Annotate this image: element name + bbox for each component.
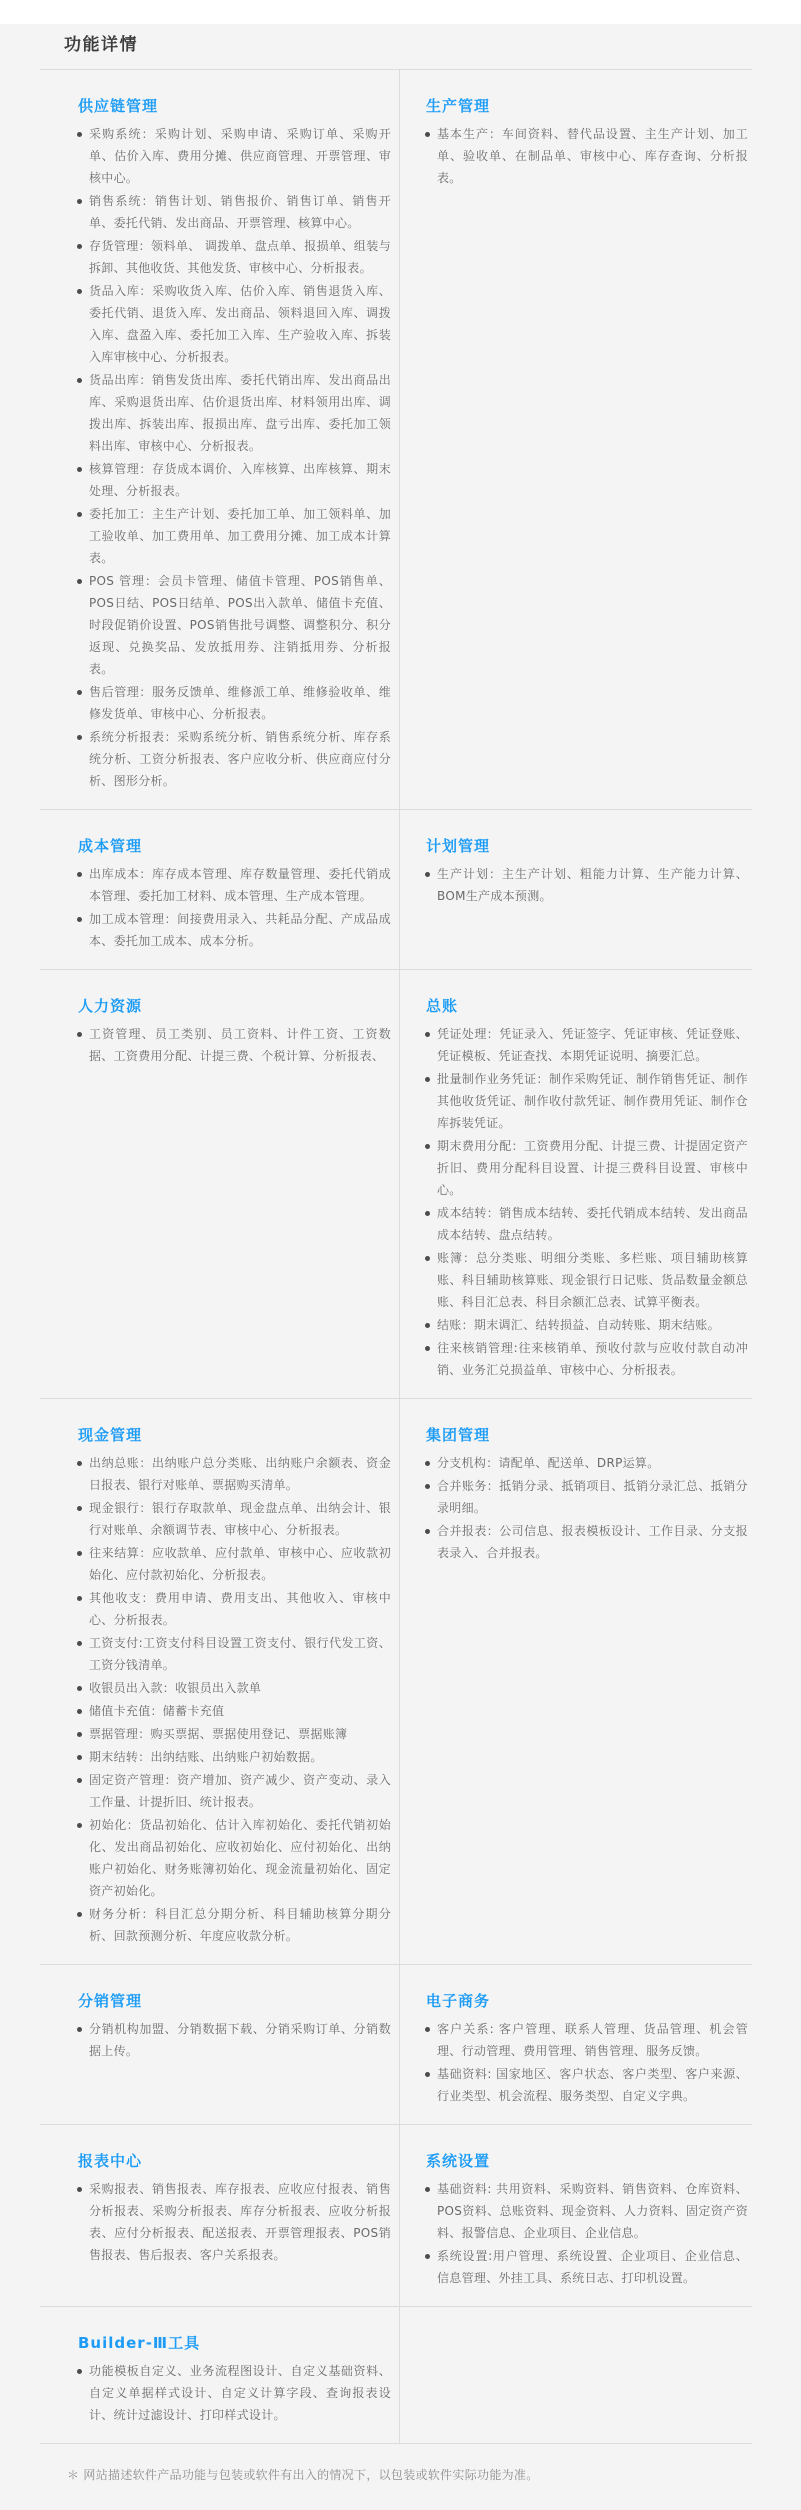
feature-item-text: 储值卡充值：储蓄卡充值 — [89, 1704, 225, 1718]
feature-row — [40, 809, 752, 969]
feature-item-text: 系统设置:用户管理、系统设置、企业项目、企业信息、信息管理、外挂工具、系统日志、打印机设置。 — [437, 2249, 748, 2285]
section-title: Builder-Ⅲ工具 — [78, 2334, 201, 2352]
bullet-icon — [425, 1529, 430, 1534]
feature-item — [76, 369, 391, 457]
feature-item — [424, 1520, 748, 1564]
feature-row — [40, 1398, 752, 1964]
bullet-icon — [425, 1346, 430, 1351]
feature-item-text: 核算管理：存货成本调价、入库核算、出库核算、期末处理、分析报表。 — [89, 462, 391, 498]
section-system-settings — [400, 2125, 752, 2306]
bullet-icon — [77, 2369, 82, 2374]
feature-item-text: 批量制作业务凭证：制作采购凭证、制作销售凭证、制作其他收货凭证、制作收付款凭证、制作费用凭证、制作仓库拆装凭证。 — [437, 1072, 748, 1130]
page-title: 功能详情 — [64, 35, 138, 55]
feature-item-text: 工资管理、员工类别、员工资料、计件工资、工资数据、工资费用分配、计提三费、个税计算、分析报表、 — [89, 1027, 391, 1063]
feature-item-text: 成本结转：销售成本结转、委托代销成本结转、发出商品成本结转、盘点结转。 — [437, 1206, 748, 1242]
feature-row — [40, 1964, 752, 2124]
feature-item — [424, 2063, 748, 2107]
section-title: 成本管理 — [78, 837, 143, 855]
feature-item — [424, 1475, 748, 1519]
feature-row — [40, 69, 752, 809]
feature-list — [424, 2178, 748, 2289]
feature-item-text: 采购系统：采购计划、采购申请、采购订单、采购开单、估价入库、费用分摊、供应商管理、开票管理、审核中心。 — [89, 127, 391, 185]
empty-cell — [400, 2307, 752, 2443]
bullet-icon — [425, 1256, 430, 1261]
feature-item — [76, 1542, 391, 1586]
feature-item-text: 客户关系: 客户管理、联系人管理、货品管理、机会管理、行动管理、费用管理、销售管理、服务反馈。 — [437, 2022, 748, 2058]
feature-item-text: 收银员出入款：收银员出入款单 — [89, 1681, 262, 1695]
feature-item-text: 固定资产管理：资产增加、资产减少、资产变动、录入工作量、计提折旧、统计报表。 — [89, 1773, 391, 1809]
feature-item — [424, 1023, 748, 1067]
section-report-center — [40, 2125, 400, 2306]
feature-item-text: 生产计划：主生产计划、粗能力计算、生产能力计算、BOM生产成本预测。 — [437, 867, 748, 903]
top-white-bar — [0, 0, 801, 24]
bullet-icon — [77, 1596, 82, 1601]
bullet-icon — [77, 199, 82, 204]
bullet-icon — [425, 1077, 430, 1082]
feature-item-text: 往来核销管理:往来核销单、预收付款与应收付款自动冲销、业务汇兑损益单、审核中心、分析报表。 — [437, 1341, 748, 1377]
bullet-icon — [425, 1032, 430, 1037]
feature-row — [40, 969, 752, 1398]
bullet-icon — [425, 1211, 430, 1216]
section-supply-chain — [40, 70, 400, 809]
bullet-icon — [77, 1778, 82, 1783]
bullet-icon — [77, 690, 82, 695]
feature-item — [76, 1677, 391, 1699]
section-title: 分销管理 — [78, 1992, 143, 2010]
feature-item — [424, 123, 748, 189]
bullet-icon — [77, 467, 82, 472]
feature-item — [76, 123, 391, 189]
feature-item-text: 系统分析报表：采购系统分析、销售系统分析、库存系统分析、工资分析报表、客户应收分析、供应商应付分析、图形分析。 — [89, 730, 391, 788]
bullet-icon — [77, 244, 82, 249]
feature-item-text: 结账：期末调汇、结转损益、自动转账、期末结账。 — [437, 1318, 720, 1332]
feature-item — [76, 280, 391, 368]
section-cash — [40, 1399, 400, 1964]
feature-list — [424, 1023, 748, 1381]
feature-item-text: 基本生产：车间资料、替代品设置、主生产计划、加工单、验收单、在制品单、审核中心、库存查询、分析报表。 — [437, 127, 748, 185]
feature-item — [76, 2360, 391, 2426]
feature-item-text: 售后管理：服务反馈单、维修派工单、维修验收单、维修发货单、审核中心、分析报表。 — [89, 685, 391, 721]
section-title: 计划管理 — [426, 837, 491, 855]
section-cost — [40, 810, 400, 969]
feature-item — [76, 190, 391, 234]
feature-item-text: 出纳总账：出纳账户总分类账、出纳账户余额表、资金日报表、银行对账单、票据购买清单。 — [89, 1456, 391, 1492]
bullet-icon — [77, 1641, 82, 1646]
feature-item — [76, 1700, 391, 1722]
feature-item-text: 工资支付:工资支付科目设置工资支付、银行代发工资、工资分钱清单。 — [89, 1636, 391, 1672]
section-general-ledger — [400, 970, 752, 1398]
feature-item — [76, 1903, 391, 1947]
feature-item-text: 功能模板自定义、业务流程图设计、自定义基础资料、自定义单据样式设计、自定义计算字段、查询报表设计、统计过滤设计、打印样式设计。 — [89, 2364, 391, 2422]
feature-list — [424, 2018, 748, 2107]
feature-item-text: 初始化：货品初始化、估计入库初始化、委托代销初始化、发出商品初始化、应收初始化、应付初始化、出纳账户初始化、财务账簿初始化、现金流量初始化、固定资产初始化。 — [89, 1818, 391, 1898]
bullet-icon — [77, 735, 82, 740]
feature-item-text: 凭证处理：凭证录入、凭证签字、凭证审核、凭证登账、凭证模板、凭证查找、本期凭证说明、摘要汇总。 — [437, 1027, 748, 1063]
section-title: 生产管理 — [426, 97, 491, 115]
section-builder-tool — [40, 2307, 400, 2443]
feature-item-text: POS 管理：会员卡管理、储值卡管理、POS销售单、POS日结、POS日结单、POS出入款单、储值卡充值、时段促销价设置、POS销售批号调整、调整积分、积分返现、兑换奖品、发放抵用券、注销抵用券、分析报表。 — [89, 574, 391, 676]
section-title: 电子商务 — [426, 1992, 491, 2010]
section-group — [400, 1399, 752, 1964]
feature-item-text: 合并账务：抵销分录、抵销项目、抵销分录汇总、抵销分录明细。 — [437, 1479, 748, 1515]
feature-list — [76, 2360, 391, 2426]
bullet-icon — [77, 2027, 82, 2032]
feature-item — [424, 2018, 748, 2062]
footnote: ＊ 网站描述软件产品功能与包装或软件有出入的情况下，以包装或软件实际功能为准。 — [67, 2468, 539, 2482]
bullet-icon — [77, 1551, 82, 1556]
bullet-icon — [425, 2027, 430, 2032]
section-title: 集团管理 — [426, 1426, 491, 1444]
section-production — [400, 70, 752, 809]
bullet-icon — [425, 1323, 430, 1328]
bullet-icon — [425, 2254, 430, 2259]
bullet-icon — [77, 1506, 82, 1511]
feature-item-text: 现金银行：银行存取款单、现金盘点单、出纳会计、银行对账单、余额调节表、审核中心、分析报表。 — [89, 1501, 391, 1537]
feature-item — [76, 1814, 391, 1902]
feature-item — [424, 1452, 748, 1474]
bullet-icon — [425, 2072, 430, 2077]
feature-item — [424, 1247, 748, 1313]
feature-item — [76, 908, 391, 952]
feature-item-text: 货品出库：销售发货出库、委托代销出库、发出商品出库、采购退货出库、估价退货出库、材料领用出库、调拨出库、拆装出库、报损出库、盘亏出库、委托加工领料出库、审核中心、分析报表。 — [89, 373, 391, 453]
section-planning — [400, 810, 752, 969]
feature-item-text: 存货管理：领料单、 调拨单、盘点单、报损单、组装与拆卸、其他收货、其他发货、审核中心、分析报表。 — [89, 239, 391, 275]
feature-list — [424, 123, 748, 189]
feature-item-text: 采购报表、销售报表、库存报表、应收应付报表、销售分析报表、采购分析报表、库存分析报表、应收分析报表、应付分析报表、配送报表、开票管理报表、POS销售报表、售后报表、客户关系报表。 — [89, 2182, 391, 2262]
bullet-icon — [77, 289, 82, 294]
bullet-icon — [77, 512, 82, 517]
feature-list — [76, 123, 391, 792]
feature-item — [76, 235, 391, 279]
section-title: 总账 — [426, 997, 459, 1015]
feature-item-text: 销售系统：销售计划、销售报价、销售订单、销售开单、委托代销、发出商品、开票管理、核算中心。 — [89, 194, 391, 230]
feature-list — [76, 2178, 391, 2266]
section-hr — [40, 970, 400, 1398]
feature-item — [76, 458, 391, 502]
bullet-icon — [77, 378, 82, 383]
section-title: 系统设置 — [426, 2152, 491, 2170]
feature-list — [424, 1452, 748, 1564]
bullet-icon — [425, 1144, 430, 1149]
bullet-icon — [77, 579, 82, 584]
feature-item — [76, 1587, 391, 1631]
feature-item — [76, 863, 391, 907]
feature-item — [76, 2018, 391, 2062]
feature-item-text: 出库成本：库存成本管理、库存数量管理、委托代销成本管理、委托加工材料、成本管理、生产成本管理。 — [89, 867, 391, 903]
feature-item — [424, 1068, 748, 1134]
section-distribution — [40, 1965, 400, 2124]
bullet-icon — [77, 1732, 82, 1737]
bullet-icon — [77, 917, 82, 922]
feature-item-text: 期末费用分配：工资费用分配、计提三费、计提固定资产折旧、费用分配科目设置、计提三费科目设置、审核中心。 — [437, 1139, 748, 1197]
feature-item — [424, 2178, 748, 2244]
bullet-icon — [425, 1461, 430, 1466]
feature-item-text: 账簿：总分类账、明细分类账、多栏账、项目辅助核算账、科目辅助核算账、现金银行日记账、货品数量金额总账、科目汇总表、科目余额汇总表、试算平衡表。 — [437, 1251, 748, 1309]
feature-item — [76, 681, 391, 725]
feature-item-text: 分销机构加盟、分销数据下载、分销采购订单、分销数据上传。 — [89, 2022, 391, 2058]
bullet-icon — [77, 1686, 82, 1691]
feature-list — [76, 2018, 391, 2062]
feature-item-text: 基础资料: 国家地区、客户状态、客户类型、客户来源、行业类型、机会流程、服务类型、自定义字典。 — [437, 2067, 748, 2103]
feature-list — [76, 1452, 391, 1947]
feature-item-text: 往来结算：应收款单、应付款单、审核中心、应收款初始化、应付款初始化、分析报表。 — [89, 1546, 391, 1582]
feature-item — [424, 863, 748, 907]
feature-item — [76, 570, 391, 680]
bullet-icon — [77, 1032, 82, 1037]
feature-item-text: 票据管理：购买票据、票据使用登记、票据账簿 — [89, 1727, 348, 1741]
feature-item-text: 期末结转：出纳结账、出纳账户初始数据。 — [89, 1750, 323, 1764]
feature-item — [76, 1746, 391, 1768]
feature-item — [76, 1497, 391, 1541]
feature-list — [76, 1023, 391, 1067]
feature-item — [76, 503, 391, 569]
bullet-icon — [77, 1823, 82, 1828]
bullet-icon — [77, 2187, 82, 2192]
bullet-icon — [77, 1755, 82, 1760]
section-title: 供应链管理 — [78, 97, 159, 115]
feature-item-text: 加工成本管理：间接费用录入、共耗品分配、产成品成本、委托加工成本、成本分析。 — [89, 912, 391, 948]
feature-list — [76, 863, 391, 952]
feature-item-text: 财务分析：科目汇总分期分析、科目辅助核算分期分析、回款预测分析、年度应收款分析。 — [89, 1907, 391, 1943]
bullet-icon — [77, 872, 82, 877]
feature-item — [76, 2178, 391, 2266]
feature-item-text: 货品入库：采购收货入库、估价入库、销售退货入库、委托代销、退货入库、发出商品、领料退回入库、调拨入库、盘盈入库、委托加工入库、生产验收入库、拆装入库审核中心、分析报表。 — [89, 284, 391, 364]
bullet-icon — [77, 1912, 82, 1917]
feature-item — [424, 1337, 748, 1381]
bullet-icon — [77, 132, 82, 137]
feature-row — [40, 2124, 752, 2306]
bullet-icon — [425, 872, 430, 877]
feature-item — [424, 1135, 748, 1201]
feature-item — [424, 1202, 748, 1246]
feature-item — [76, 1452, 391, 1496]
feature-item — [76, 1023, 391, 1067]
feature-item-text: 合并报表：公司信息、报表模板设计、工作目录、分支报表录入、合并报表。 — [437, 1524, 748, 1560]
feature-item-text: 基础资料: 共用资料、采购资料、销售资料、仓库资料、POS资料、总账资料、现金资料、人力资料、固定资产资料、报警信息、企业项目、企业信息。 — [437, 2182, 748, 2240]
section-title: 人力资源 — [78, 997, 143, 1015]
feature-item — [424, 1314, 748, 1336]
bullet-icon — [77, 1709, 82, 1714]
feature-item-text: 其他收支：费用申请、费用支出、其他收入、审核中心、分析报表。 — [89, 1591, 391, 1627]
footer — [40, 2443, 752, 2510]
feature-item — [424, 2245, 748, 2289]
bullet-icon — [425, 2187, 430, 2192]
bullet-icon — [425, 132, 430, 137]
bullet-icon — [425, 1484, 430, 1489]
feature-item — [76, 1632, 391, 1676]
feature-row — [40, 2306, 752, 2443]
feature-item — [76, 1723, 391, 1745]
feature-item — [76, 1769, 391, 1813]
section-title: 现金管理 — [78, 1426, 143, 1444]
section-title: 报表中心 — [78, 2152, 143, 2170]
feature-list — [424, 863, 748, 907]
feature-item — [76, 726, 391, 792]
feature-item-text: 分支机构：请配单、配送单、DRP运算。 — [437, 1456, 660, 1470]
feature-item-text: 委托加工：主生产计划、委托加工单、加工领料单、加工验收单、加工费用单、加工费用分摊、加工成本计算表。 — [89, 507, 391, 565]
feature-grid — [40, 69, 752, 2443]
section-e-commerce — [400, 1965, 752, 2124]
bullet-icon — [77, 1461, 82, 1466]
